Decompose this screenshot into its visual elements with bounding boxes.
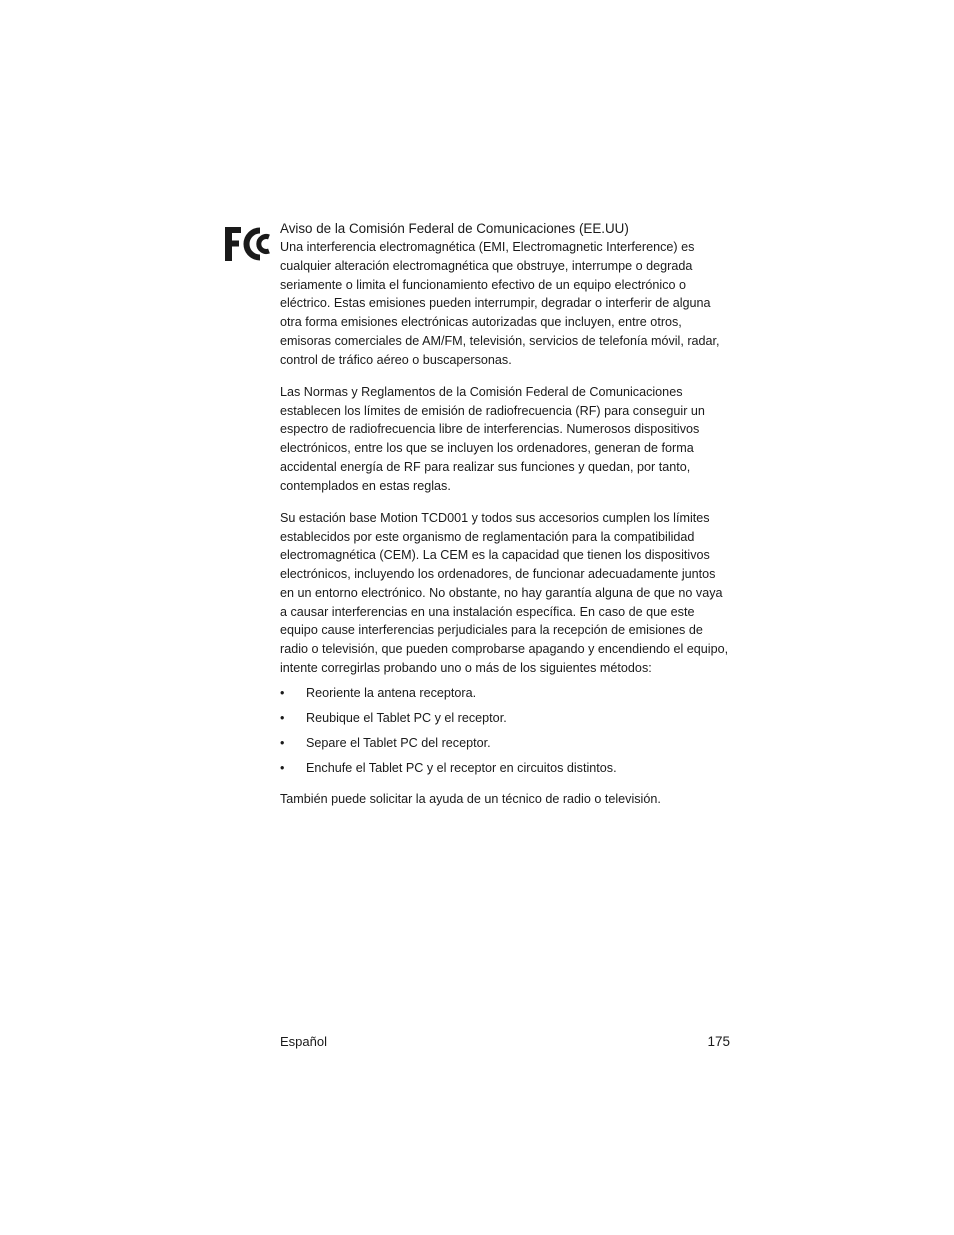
notice-body <box>280 220 732 823</box>
list-item <box>280 684 732 703</box>
corrective-measures-list <box>280 684 732 778</box>
paragraph-compliance: Su estación base Motion TCD001 y todos sus accesorios cumplen los límites establecidos por este organismo de reglamentación para la compatibilidad electromagnética (CEM). La CEM es la capacidad que tienen los dispositivos electrónicos, incluyendo los ordenadores, de funcionar adecuadamente juntos en un entorno electrónico. No obstante, no hay garantía alguna de que no vaya a causar interferencias en una instalación específica. En caso de que este equipo cause interferencias perjudiciales para la recepción de emisiones de radio o televisión, que pueden comprobarse apagando y encendiendo el equipo, intente corregirlas probando uno o más de los siguientes métodos: <box>280 510 729 675</box>
paragraph-fcc-rules: Las Normas y Reglamentos de la Comisión Federal de Comunicaciones establecen los límites de emisión de radiofrecuencia (RF) para conseguir un espectro de radiofrecuencia libre de interferencias. Numerosos dispositivos electrónicos, entre los que se incluyen los ordenadores, generan de forma accidental energía de RF para realizar sus funciones y quedan, por tanto, contemplados en estas reglas. <box>280 384 705 493</box>
list-item-text: Reubique el Tablet PC y el receptor. <box>306 710 507 725</box>
notice-heading: Aviso de la Comisión Federal de Comunicaciones (EE.UU) <box>280 221 629 236</box>
list-item-text: Enchufe el Tablet PC y el receptor en circuitos distintos. <box>306 760 617 775</box>
list-item <box>280 734 732 753</box>
bullet-icon: • <box>280 735 285 750</box>
bullet-icon: • <box>280 760 285 775</box>
page-number: 175 <box>707 1034 730 1049</box>
footer-language: Español <box>280 1034 327 1049</box>
fcc-logo-icon <box>224 226 272 262</box>
list-item <box>280 709 732 728</box>
list-item-text: Reoriente la antena receptora. <box>306 685 477 700</box>
list-item-text: Separe el Tablet PC del receptor. <box>306 735 491 750</box>
closing-paragraph: También puede solicitar la ayuda de un técnico de radio o televisión. <box>280 792 661 807</box>
list-item <box>280 759 732 778</box>
bullet-icon: • <box>280 710 285 725</box>
bullet-icon: • <box>280 685 285 700</box>
paragraph-emi: Una interferencia electromagnética (EMI, Electromagnetic Interference) es cualquier alteración electromagnética que obstruye, interrumpe o degrada seriamente o limita el funcionamiento efectivo de un equipo electrónico o eléctrico. Estas emisiones pueden interrumpir, degradar o interferir de alguna otra forma emisiones electrónicas autorizadas que incluyen, entre otros, emisoras comerciales de AM/FM, televisión, servicios de telefonía móvil, radar, control de tráfico aéreo o buscapersonas. <box>280 240 720 367</box>
